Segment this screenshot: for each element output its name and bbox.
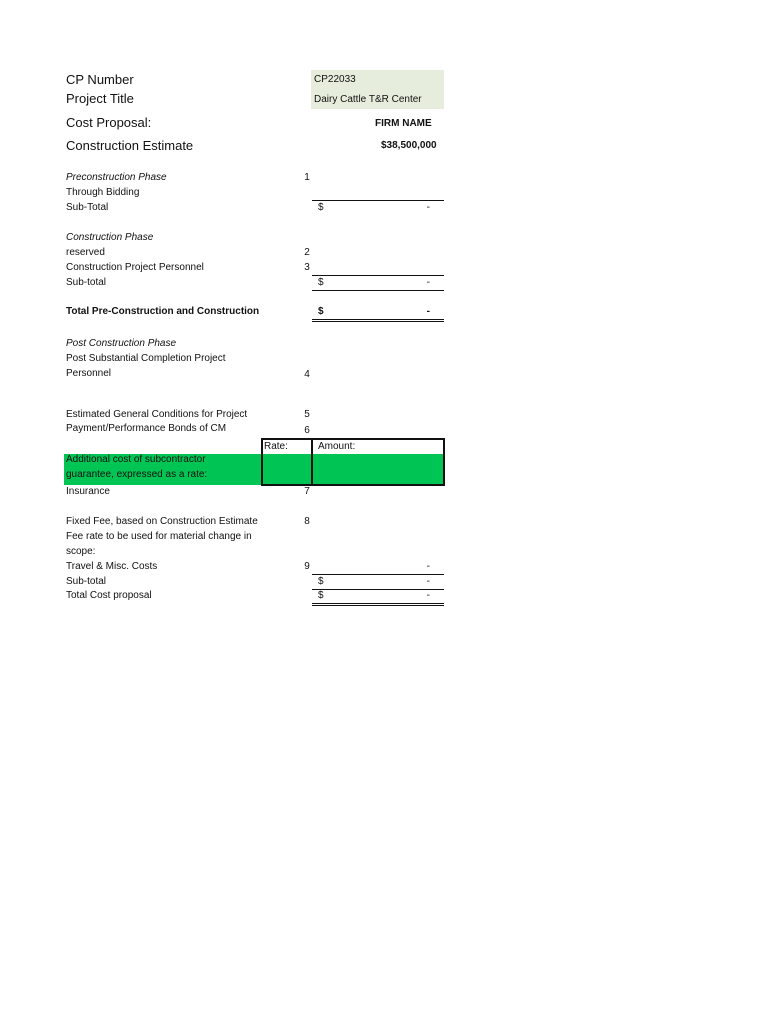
- construction-subtotal-rule-bottom: [312, 290, 444, 291]
- project-title-label: Project Title: [66, 91, 134, 106]
- preconstruction-subtotal-rule: [312, 200, 444, 201]
- amount-value: -: [426, 306, 430, 317]
- construction-estimate-value: $38,500,000: [381, 140, 437, 151]
- line-number-7: 7: [304, 486, 310, 497]
- amount-header: Amount:: [318, 441, 356, 452]
- post-construction-heading: Post Construction Phase: [66, 338, 177, 349]
- line-number-6: 6: [304, 425, 310, 436]
- total-preconstruction-rule-1: [312, 319, 444, 320]
- currency-symbol: $: [318, 576, 324, 587]
- currency-symbol: $: [318, 277, 324, 288]
- currency-symbol: $: [318, 306, 324, 317]
- subtotal-label: Sub-total: [66, 576, 107, 587]
- general-conditions-label: Estimated General Conditions for Project: [66, 409, 248, 420]
- post-construction-line-2: Personnel: [66, 368, 112, 379]
- rate-header: Rate:: [264, 441, 288, 452]
- line-number-9: 9: [304, 561, 310, 572]
- travel-label: Travel & Misc. Costs: [66, 561, 158, 572]
- fixed-fee-line-3: scope:: [66, 546, 96, 557]
- total-cost-amount: [312, 590, 444, 602]
- bonds-label: Payment/Performance Bonds of CM: [66, 423, 227, 434]
- total-preconstruction-label: Total Pre-Construction and Construction: [66, 306, 260, 317]
- fixed-fee-line-2: Fee rate to be used for material change in: [66, 531, 252, 542]
- amount-value: -: [426, 277, 430, 288]
- line-number-1: 1: [304, 172, 310, 183]
- construction-subtotal-rule-top: [312, 275, 444, 276]
- amount-value: -: [426, 576, 430, 587]
- construction-estimate-label: Construction Estimate: [66, 138, 194, 153]
- through-bidding-label: Through Bidding: [66, 187, 140, 198]
- insurance-label: Insurance: [66, 486, 110, 497]
- total-cost-rule-1: [312, 603, 444, 604]
- total-cost-rule-2: [312, 605, 444, 606]
- line-number-5: 5: [304, 409, 310, 420]
- amount-value: -: [426, 590, 430, 601]
- cost-proposal-label: Cost Proposal:: [66, 115, 152, 130]
- amount-input[interactable]: [313, 455, 443, 484]
- project-title-value[interactable]: Dairy Cattle T&R Center: [314, 94, 422, 105]
- line-number-8: 8: [304, 516, 310, 527]
- construction-heading: Construction Phase: [66, 232, 154, 243]
- construction-personnel-label: Construction Project Personnel: [66, 262, 204, 273]
- line-number-2: 2: [304, 247, 310, 258]
- total-preconstruction-rule-2: [312, 321, 444, 322]
- currency-symbol: $: [318, 590, 324, 601]
- total-cost-label: Total Cost proposal: [66, 590, 152, 601]
- post-construction-line-1: Post Substantial Completion Project: [66, 353, 226, 364]
- fixed-fee-line-1: Fixed Fee, based on Construction Estimate: [66, 516, 258, 527]
- rate-input[interactable]: [263, 455, 310, 484]
- line-number-4: 4: [304, 369, 310, 380]
- cp-number-value[interactable]: CP22033: [314, 74, 356, 85]
- amount-value: -: [426, 202, 430, 213]
- preconstruction-heading: Preconstruction Phase: [66, 172, 167, 183]
- subtotal-amount: [312, 576, 444, 588]
- preconstruction-subtotal-amount: [312, 202, 444, 214]
- cp-number-label: CP Number: [66, 72, 134, 87]
- subcontractor-label-line-1: Additional cost of subcontractor: [66, 454, 206, 465]
- amount-value: -: [426, 561, 430, 572]
- preconstruction-subtotal-label: Sub-Total: [66, 202, 109, 213]
- construction-subtotal-amount: [312, 277, 444, 289]
- reserved-label: reserved: [66, 247, 105, 258]
- travel-amount: [312, 561, 444, 573]
- line-number-3: 3: [304, 262, 310, 273]
- currency-symbol: $: [318, 202, 324, 213]
- subtotal-rule: [312, 574, 444, 575]
- construction-subtotal-label: Sub-total: [66, 277, 107, 288]
- firm-name[interactable]: FIRM NAME: [375, 118, 432, 129]
- subcontractor-label-line-2: guarantee, expressed as a rate:: [66, 469, 208, 480]
- total-preconstruction-amount: [312, 306, 444, 318]
